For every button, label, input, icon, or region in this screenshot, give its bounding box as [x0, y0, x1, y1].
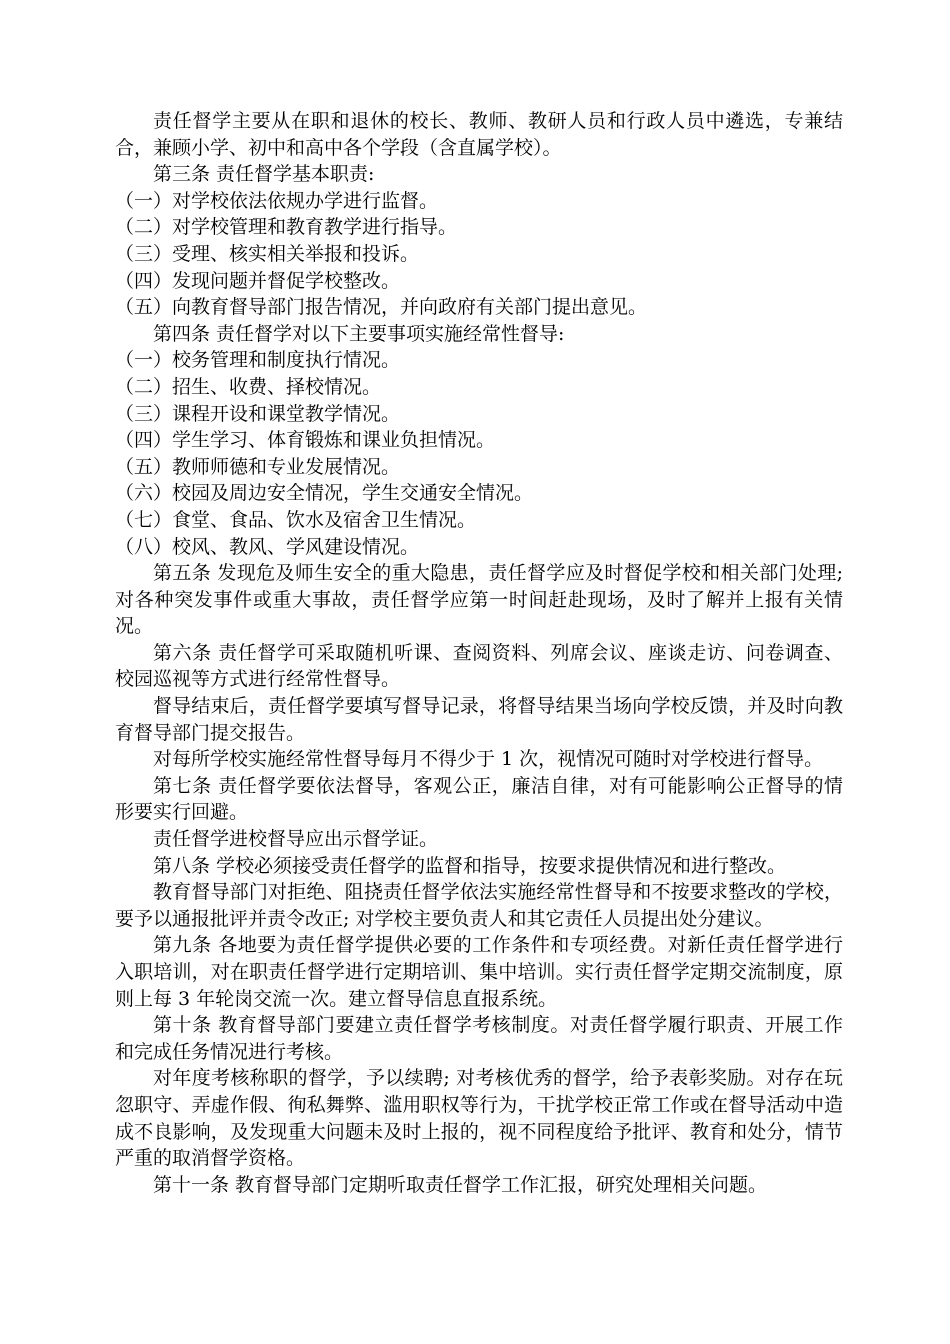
article-11: 第十一条 教育督导部门定期听取责任督学工作汇报，研究处理相关问题。 — [153, 1173, 768, 1196]
document-body — [115, 108, 843, 1198]
article-6-frequency: 对每所学校实施经常性督导每月不得少于 1 次，视情况可随时对学校进行督导。 — [153, 748, 824, 771]
article-7-credential: 责任督学进校督导应出示督学证。 — [153, 828, 439, 851]
article-5: 第五条 发现危及师生安全的重大隐患，责任督学应及时督促学校和相关部门处理; 对各种突发事件或重大事故，责任督学应第一时间赶赴现场，及时了解并上报有关情况。 — [115, 562, 843, 638]
article-4-item-6: （六）校园及周边安全情况，学生交通安全情况。 — [115, 482, 534, 505]
article-8: 第八条 学校必须接受责任督学的监督和指导，按要求提供情况和进行整改。 — [153, 854, 787, 877]
article-4-item-2: （二）招生、收费、择校情况。 — [115, 375, 382, 398]
article-3-item-3: （三）受理、核实相关举报和投诉。 — [115, 242, 420, 265]
article-6-report: 督导结束后，责任督学要填写督导记录，将督导结果当场向学校反馈，并及时向教育督导部门提交报告。 — [115, 695, 843, 744]
article-4-item-1: （一）校务管理和制度执行情况。 — [115, 349, 401, 372]
article-4-item-3: （三）课程开设和课堂教学情况。 — [115, 402, 401, 425]
article-3-item-2: （二）对学校管理和教育教学进行指导。 — [115, 216, 458, 239]
article-4-item-7: （七）食堂、食品、饮水及宿舍卫生情况。 — [115, 508, 477, 531]
article-10: 第十条 教育督导部门要建立责任督学考核制度。对责任督学履行职责、开展工作和完成任务情况进行考核。 — [115, 1014, 843, 1063]
article-3-item-1: （一）对学校依法依规办学进行监督。 — [115, 189, 439, 212]
article-3-heading: 第三条 责任督学基本职责: — [153, 163, 375, 186]
article-6: 第六条 责任督学可采取随机听课、查阅资料、列席会议、座谈走访、问卷调查、校园巡视等方式进行经常性督导。 — [115, 641, 843, 691]
article-3-item-4: （四）发现问题并督促学校整改。 — [115, 269, 401, 292]
article-4-item-8: （八）校风、教风、学风建设情况。 — [115, 535, 420, 558]
article-4-item-4: （四）学生学习、体育锻炼和课业负担情况。 — [115, 429, 496, 452]
article-7: 第七条 责任督学要依法督导，客观公正，廉洁自律，对有可能影响公正督导的情形要实行回避。 — [115, 774, 843, 824]
article-8-sanction: 教育督导部门对拒绝、阻挠责任督学依法实施经常性督导和不按要求整改的学校，要予以通报批评并责令改正; 对学校主要负责人和其它责任人员提出处分建议。 — [115, 881, 843, 930]
article-10-evaluation: 对年度考核称职的督学，予以续聘; 对考核优秀的督学，给予表彰奖励。对存在玩忽职守、弄虚作假、徇私舞弊、滥用职权等行为，干扰学校正常工作或在督导活动中造成不良影响，及发现重大问题未及时上报的，视不同程度给予批评、教育和处分，情节严重的取消督学资格。 — [115, 1067, 843, 1170]
paragraph-selection: 责任督学主要从在职和退休的校长、教师、教研人员和行政人员中遴选，专兼结合，兼顾小学、初中和高中各个学段（含直属学校）。 — [115, 110, 843, 159]
article-3-item-5: （五）向教育督导部门报告情况，并向政府有关部门提出意见。 — [115, 296, 648, 319]
article-9: 第九条 各地要为责任督学提供必要的工作条件和专项经费。对新任责任督学进行入职培训，对在职责任督学进行定期培训、集中培训。实行责任督学定期交流制度，原则上每 3 年轮岗交流一次。建立督导信息直报系统。 — [115, 934, 843, 1010]
article-4-heading: 第四条 责任督学对以下主要事项实施经常性督导: — [153, 322, 565, 345]
article-4-item-5: （五）教师师德和专业发展情况。 — [115, 455, 401, 478]
